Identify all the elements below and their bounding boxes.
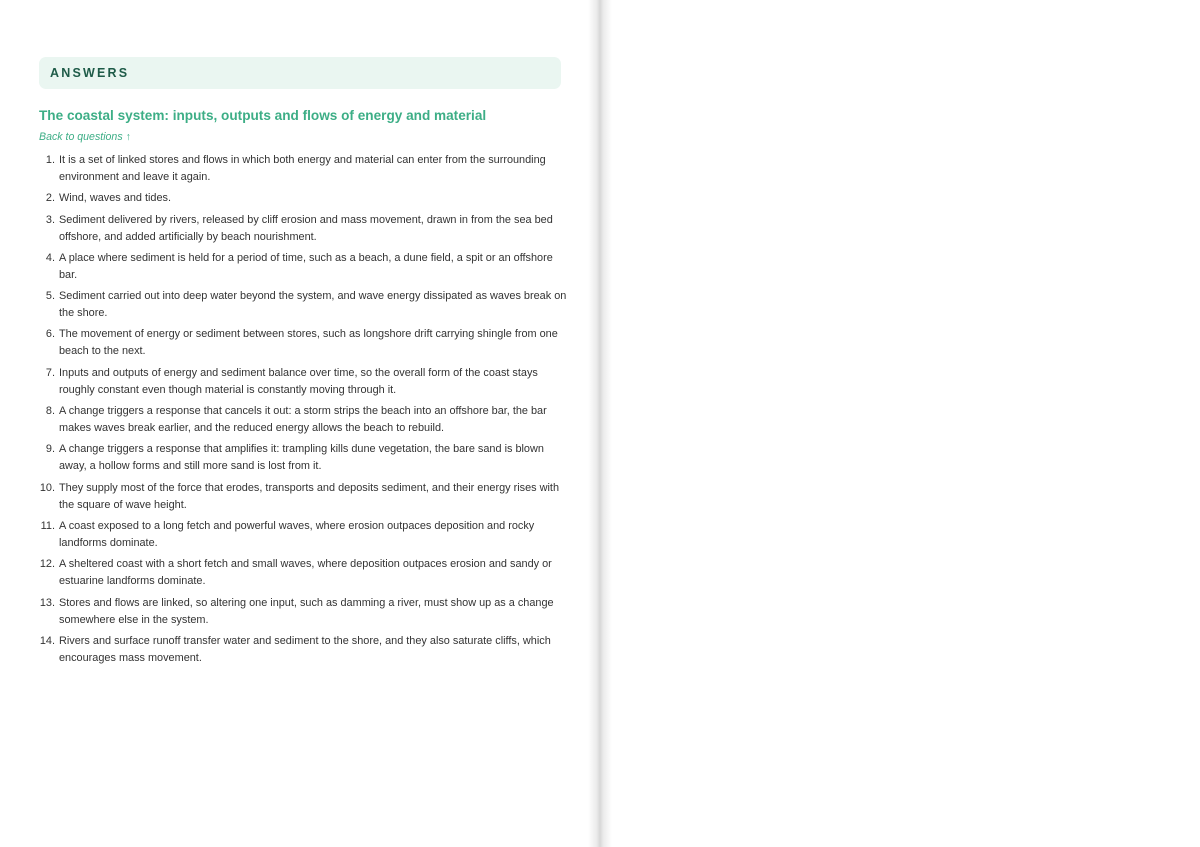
answer-text: Sediment carried out into deep water beyond the system, and wave energy dissipated as waves break on the shore.: [59, 290, 567, 320]
back-to-questions-link[interactable]: [39, 131, 131, 143]
answer-item: [39, 403, 569, 437]
answer-item: [39, 288, 569, 322]
answer-list-coastal-system: [39, 152, 569, 671]
back-link-label: Back to questions: [39, 131, 123, 143]
answer-item: [39, 595, 569, 629]
answer-text: A change triggers a response that amplifies it: trampling kills dune vegetation, the bare sand is blown away, a hollow forms and still more sand is lost from it.: [59, 443, 544, 473]
answer-text: A change triggers a response that cancels it out: a storm strips the beach into an offshore bar, the bar makes waves break earlier, and the reduced energy allows the beach to rebuild.: [59, 405, 547, 435]
answer-number: 12.: [39, 558, 55, 571]
answer-text: A sheltered coast with a short fetch and small waves, where deposition outpaces erosion and sandy or estuarine landforms dominate.: [59, 558, 552, 588]
answer-item: [39, 556, 569, 590]
answer-item: [39, 518, 569, 552]
answer-number: 1.: [45, 154, 55, 166]
answer-number: 11.: [40, 519, 55, 532]
answer-number: 5.: [45, 290, 55, 303]
answer-text: Sediment delivered by rivers, released by cliff erosion and mass movement, drawn in from the sea bed offshore, and added artificially by beach nourishment.: [59, 213, 553, 243]
answer-text: A place where sediment is held for a period of time, such as a beach, a dune field, a spit or an offshore bar.: [59, 251, 553, 281]
up-arrow-icon: ↑: [125, 131, 131, 143]
answer-text: Stores and flows are linked, so altering one input, such as damming a river, must show up as a change somewhere else in the system.: [59, 596, 554, 626]
answer-text: They supply most of the force that erodes, transports and deposits sediment, and their energy rises with the square of wave height.: [59, 481, 560, 511]
page-gutter: [588, 0, 612, 847]
answer-number: 6.: [45, 328, 55, 341]
answer-number: 14.: [39, 634, 55, 647]
answer-item: [39, 250, 569, 284]
right-page: [612, 0, 1200, 847]
answer-item: [39, 633, 569, 667]
answer-item: [39, 212, 569, 246]
answer-text: The movement of energy or sediment between stores, such as longshore drift carrying shingle from one beach to the next.: [59, 328, 558, 358]
answer-text: Wind, waves and tides.: [59, 192, 171, 205]
answer-number: 13.: [39, 596, 55, 609]
answers-banner: [39, 57, 561, 89]
answer-number: 9.: [45, 443, 55, 456]
answer-item: [39, 441, 569, 475]
answer-number: 7.: [45, 366, 55, 379]
answer-text: Inputs and outputs of energy and sediment balance over time, so the overall form of the coast stays roughly constant even though material is constantly moving through it.: [59, 366, 538, 396]
answer-item: [39, 365, 569, 399]
answer-text: A coast exposed to a long fetch and powerful waves, where erosion outpaces deposition and rocky landforms dominate.: [59, 519, 535, 549]
answer-number: 10.: [39, 481, 55, 494]
left-page: [0, 0, 588, 847]
answer-item: [39, 190, 569, 207]
answer-text: It is a set of linked stores and flows in which both energy and material can enter from the surrounding environment and leave it again.: [59, 154, 546, 183]
answer-number: 3.: [45, 213, 55, 226]
answer-item: [39, 326, 569, 360]
answer-item: [39, 480, 569, 514]
answer-number: 2.: [45, 192, 55, 205]
answer-number: 8.: [45, 405, 55, 418]
section-title-coastal-system: The coastal system: inputs, outputs and flows of energy and material: [39, 108, 487, 123]
answer-text: Rivers and surface runoff transfer water and sediment to the shore, and they also saturate cliffs, which encourages mass movement.: [59, 634, 551, 664]
answer-number: 4.: [45, 251, 55, 264]
answers-label: ANSWERS: [50, 66, 130, 80]
answer-item: [39, 152, 569, 186]
